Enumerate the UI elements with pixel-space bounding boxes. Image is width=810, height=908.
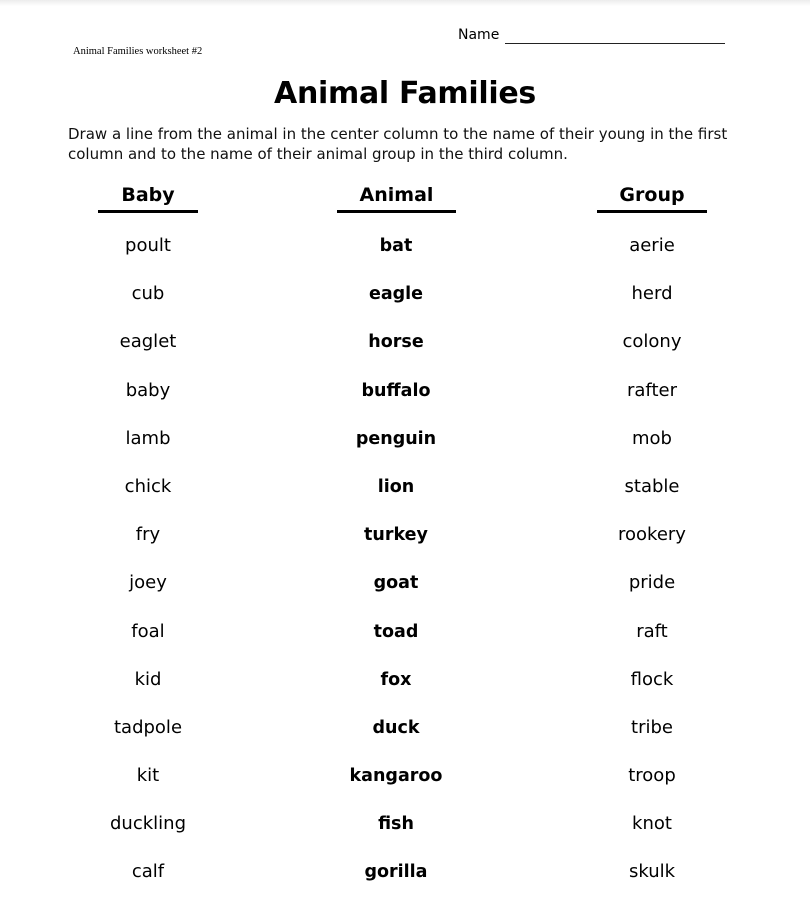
group-item: flock xyxy=(630,668,674,690)
animal-item: bat xyxy=(379,236,413,256)
name-blank-line xyxy=(505,27,725,44)
baby-item: joey xyxy=(129,572,167,594)
animal-item: lion xyxy=(377,476,415,497)
page-top-shadow xyxy=(0,0,810,6)
name-label: Name xyxy=(458,27,500,43)
baby-item: duckling xyxy=(110,813,186,835)
animal-item: fish xyxy=(378,814,414,835)
group-item: knot xyxy=(632,813,672,835)
animal-item: kangaroo xyxy=(349,766,443,787)
group-item: colony xyxy=(622,331,682,353)
column-header-animal: Animal xyxy=(337,184,456,213)
animal-item: fox xyxy=(380,669,412,690)
baby-item: calf xyxy=(131,861,165,883)
group-item: pride xyxy=(628,572,676,594)
group-item: herd xyxy=(631,283,673,305)
column-header-baby: Baby xyxy=(98,184,198,213)
baby-item: tadpole xyxy=(113,716,183,738)
animal-column xyxy=(316,233,476,908)
baby-item: fry xyxy=(135,524,161,546)
group-item: rookery xyxy=(618,524,686,546)
group-item: troop xyxy=(628,765,676,787)
instructions: Draw a line from the animal in the center column to the name of their young in the first column and to the name of their animal group in the third column. xyxy=(68,125,728,163)
name-field xyxy=(458,26,725,44)
worksheet-label: Animal Families worksheet #2 xyxy=(73,46,203,57)
baby-column xyxy=(68,233,228,908)
group-item: raft xyxy=(636,620,668,642)
animal-item: goat xyxy=(373,573,419,594)
baby-item: cub xyxy=(131,283,165,305)
group-item: rafter xyxy=(627,379,677,401)
baby-item: eaglet xyxy=(119,331,177,353)
column-header-group: Group xyxy=(597,184,707,213)
animal-item: turkey xyxy=(364,525,428,546)
group-item: mob xyxy=(632,427,672,449)
group-item: aerie xyxy=(629,235,675,256)
animal-item: eagle xyxy=(368,284,424,305)
baby-item: kid xyxy=(134,668,162,690)
baby-item: lamb xyxy=(125,427,171,449)
group-column xyxy=(572,233,732,908)
animal-item: duck xyxy=(372,717,420,738)
group-item: tribe xyxy=(631,716,673,738)
animal-item: gorilla xyxy=(364,862,428,883)
baby-item: chick xyxy=(124,475,172,497)
baby-item: foal xyxy=(131,620,165,642)
animal-item: penguin xyxy=(355,428,437,449)
animal-item: buffalo xyxy=(361,380,431,401)
group-item: skulk xyxy=(628,861,676,883)
baby-item: poult xyxy=(125,235,171,256)
page-title: Animal Families xyxy=(274,76,536,111)
animal-item: horse xyxy=(368,332,424,353)
baby-item: baby xyxy=(125,379,171,401)
group-item: stable xyxy=(624,475,680,497)
baby-item: kit xyxy=(136,765,160,787)
animal-item: toad xyxy=(373,621,419,642)
